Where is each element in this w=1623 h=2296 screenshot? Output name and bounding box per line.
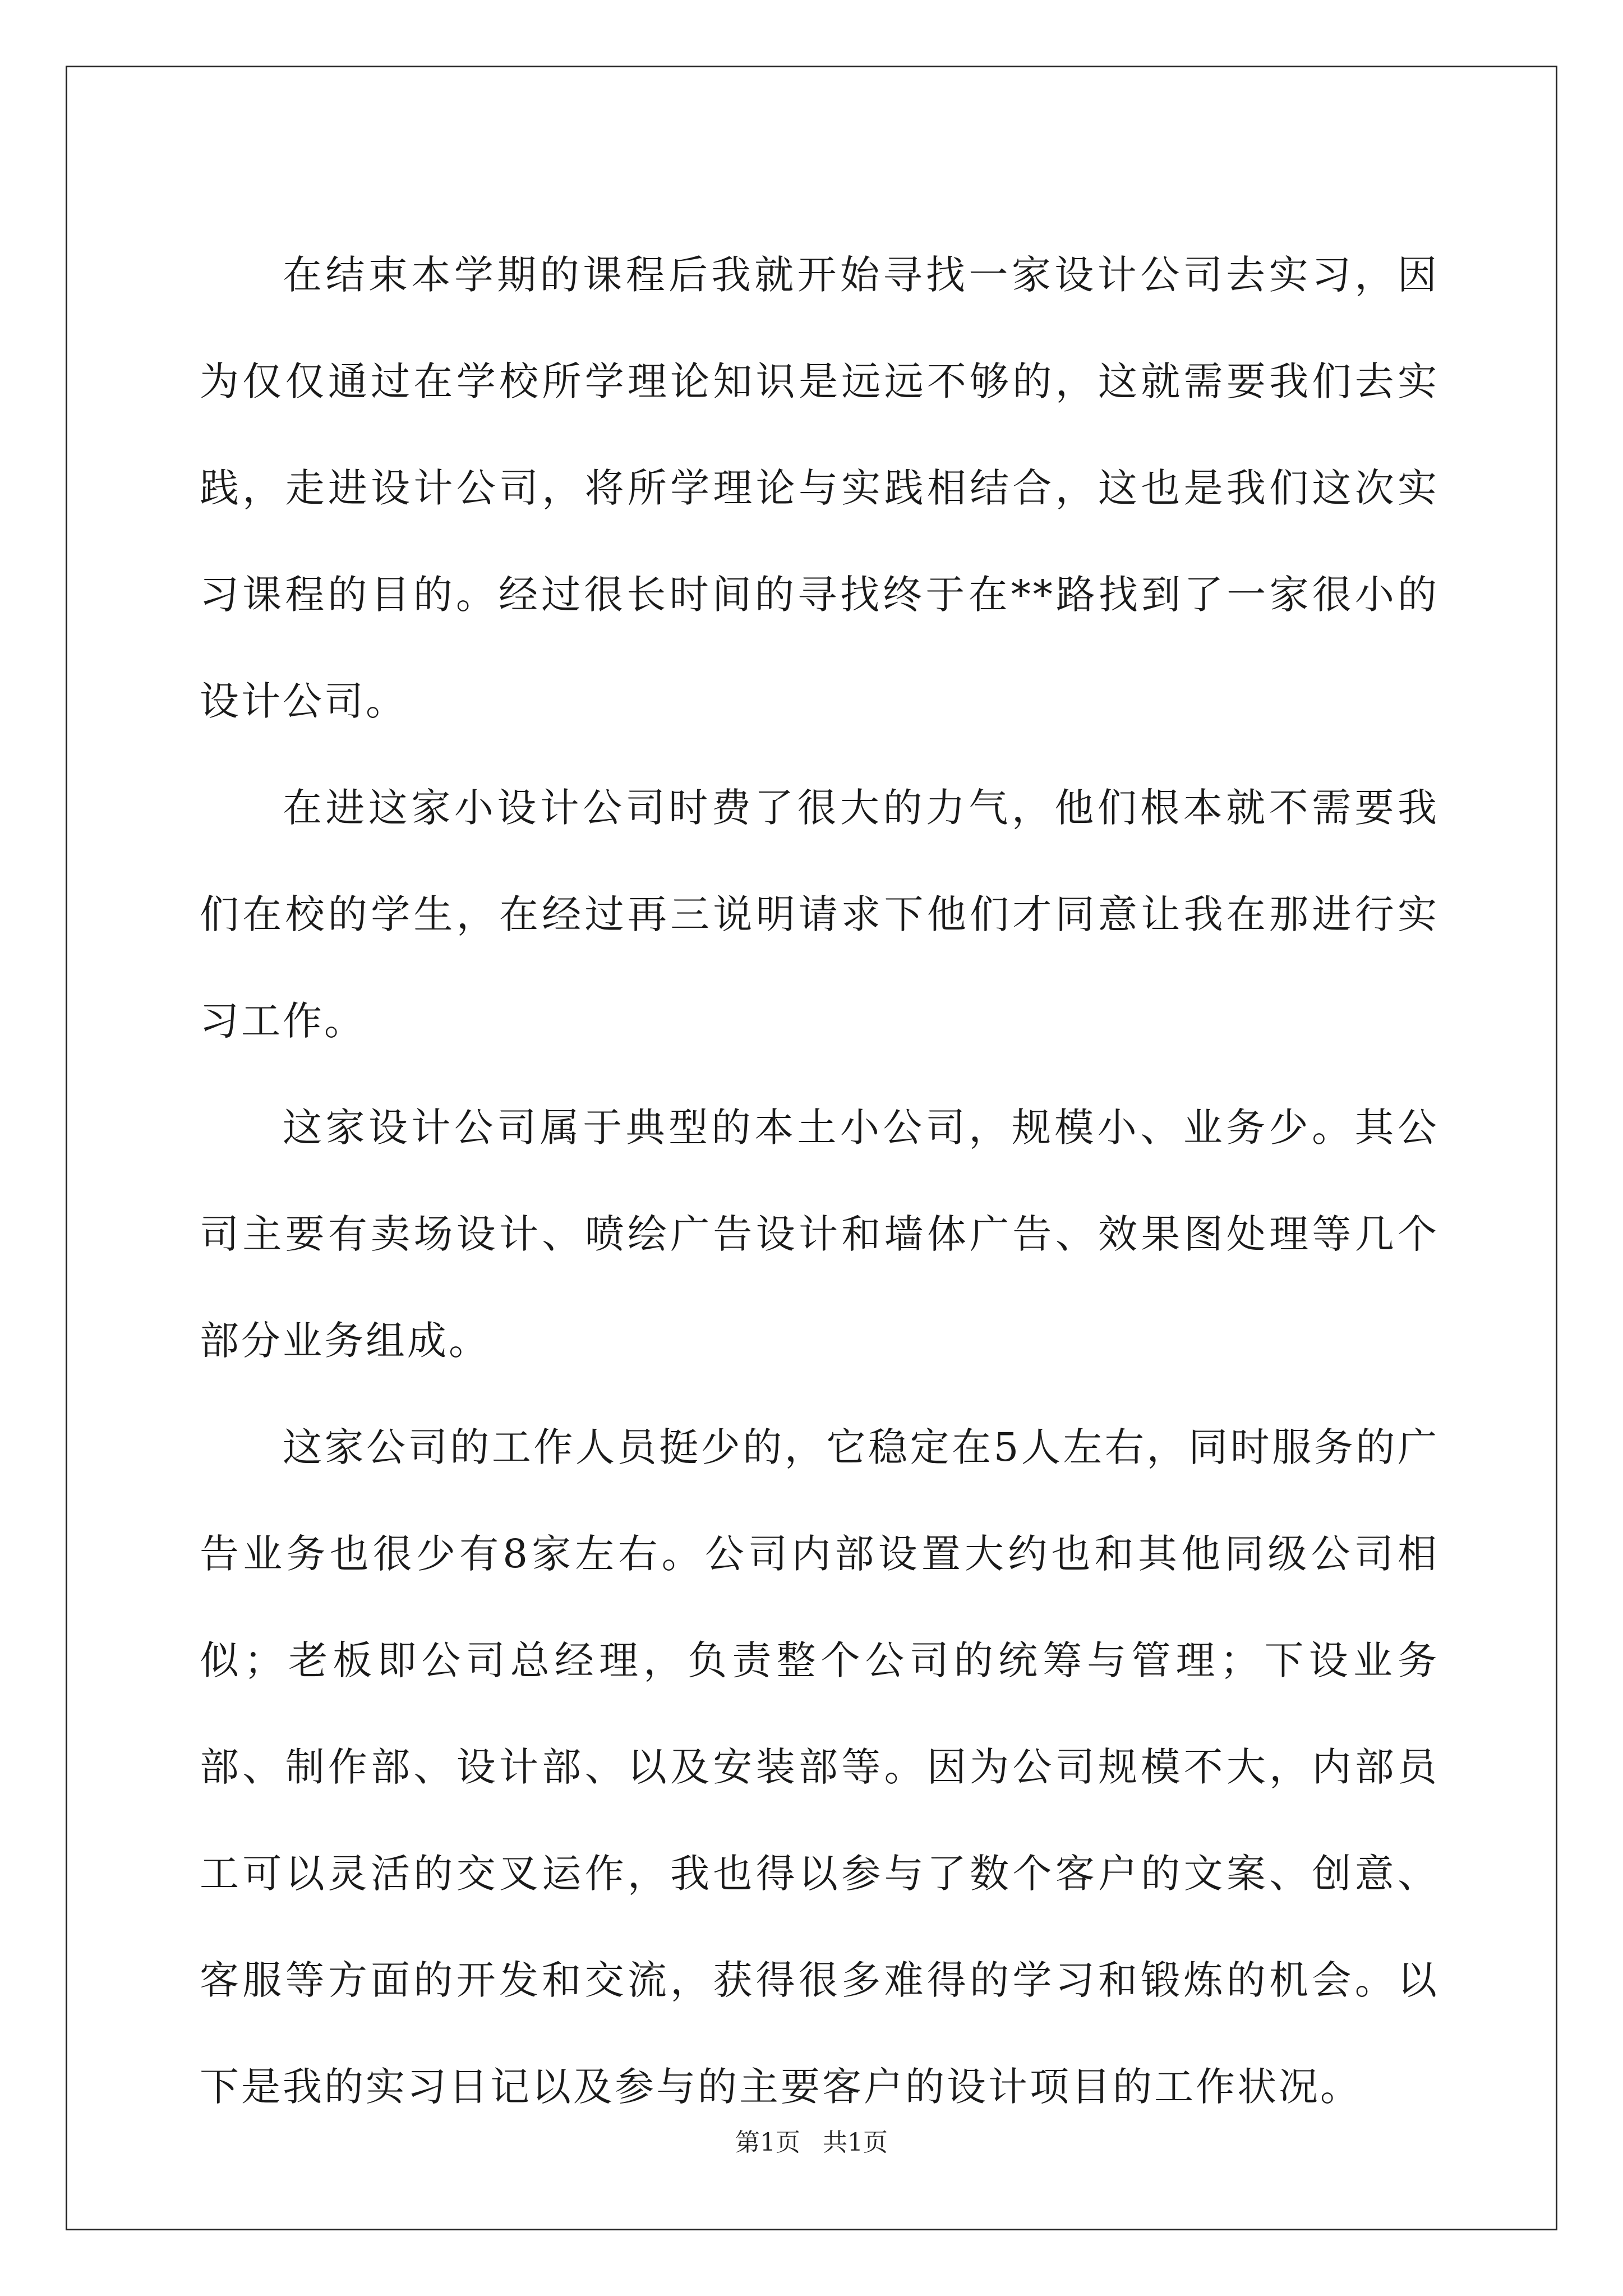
paragraph: 这家公司的工作人员挺少的，它稳定在5人左右，同时服务的广告业务也很少有8家左右。公司内部设置大约也和其他同级公司相似；老板即公司总经理，负责整个公司的统筹与管理；下设业务部、制作部、设计部、以及安装部等。因为公司规模不大，内部员工可以灵活的交叉运作，我也得以参与了数个客户的文案、创意、客服等方面的开发和交流，获得很多难得的学习和锻炼的机会。以下是我的实习日记以及参与的主要客户的设计项目的工作状况。 (200, 1424, 1439, 2110)
paragraph: 这家设计公司属于典型的本土小公司，规模小、业务少。其公司主要有卖场设计、喷绘广告设计和墙体广告、效果图处理等几个部分业务组成。 (200, 1105, 1439, 1364)
paragraph: 在结束本学期的课程后我就开始寻找一家设计公司去实习，因为仅仅通过在学校所学理论知识是远远不够的，这就需要我们去实践，走进设计公司，将所学理论与实践相结合，这也是我们这次实习课程的目的。经过很长时间的寻找终于在**路找到了一家很小的设计公司。 (200, 252, 1439, 724)
document-body (200, 222, 1439, 2140)
page-total: 共1页 (823, 2128, 888, 2157)
paragraph: 在进这家小设计公司时费了很大的力气，他们根本就不需要我们在校的学生，在经过再三说明请求下他们才同意让我在那进行实习工作。 (200, 785, 1439, 1044)
page-number: 第1页 (735, 2128, 800, 2157)
page-footer (0, 2126, 1623, 2160)
